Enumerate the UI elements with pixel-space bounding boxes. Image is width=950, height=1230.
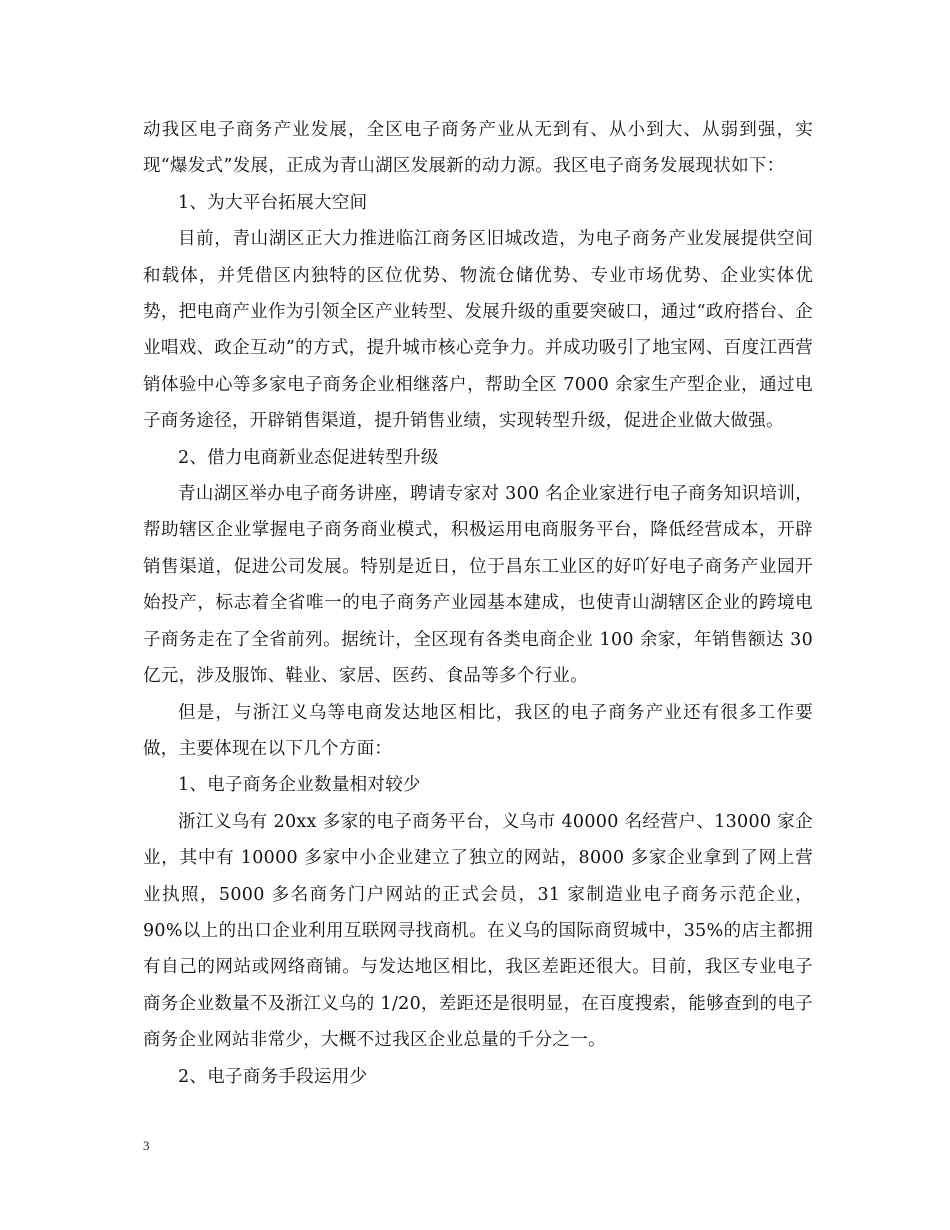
paragraph-platform: 目前，青山湖区正大力推进临江商务区旧城改造，为电子商务产业发展提供空间和载体，并凭借区内独特的区位优势、物流仓储优势、专业市场优势、企业实体优势，把电商产业作为引领全区产业转型、发展升级的重要突破口，通过“政府搭台、企业唱戏、政企互动”的方式，提升城市核心竞争力。并成功吸引了地宝网、百度江西营销体验中心等多家电子商务企业相继落户，帮助全区 7000 余家生产型企业，通过电子商务途径，开辟销售渠道，提升销售业绩，实现转型升级，促进企业做大做强。 [143, 229, 813, 432]
section-heading-transformation: 2、借力电商新业态促进转型升级 [178, 447, 439, 468]
paragraph-transformation: 青山湖区举办电子商务讲座，聘请专家对 300 名企业家进行电子商务知识培训，帮助辖区企业掌握电子商务商业模式，积极运用电商服务平台，降低经营成本，开辟销售渠道，促进公司发展。特别是近日，位于昌东工业区的好吖好电子商务产业园开始投产，标志着全省唯一的电子商务产业园基本建成，也使青山湖辖区企业的跨境电子商务走在了全省前列。据统计，全区现有各类电商企业 100 余家，年销售额达 30 亿元，涉及服饰、鞋业、家居、医药、食品等多个行业。 [143, 484, 813, 687]
section-heading-enterprise-count: 1、电子商务企业数量相对较少 [178, 775, 421, 796]
paragraph-enterprise-count: 浙江义乌有 20xx 多家的电子商务平台，义乌市 40000 名经营户、13000 家企业，其中有 10000 多家中小企业建立了独立的网站，8000 多家企业拿到了网上营业执照，5000 多名商务门户网站的正式会员，31 家制造业电子商务示范企业，90%以上的出口企业利用互联网寻找商机。在义乌的国际商贸城中，35%的店主都拥有自己的网站或网络商铺。与发达地区相比，我区差距还很大。目前，我区专业电子商务企业数量不及浙江义乌的 1/20，差距还是很明显，在百度搜索，能够查到的电子商务企业网站非常少，大概不过我区企业总量的千分之一。 [143, 811, 813, 1051]
document-body [143, 112, 813, 1095]
paragraph-intro-continued: 动我区电子商务产业发展，全区电子商务产业从无到有、从小到大、从弱到强，实现“爆发式”发展，正成为青山湖区发展新的动力源。我区电子商务发展现状如下： [143, 120, 813, 177]
paragraph-comparison: 但是，与浙江义乌等电商发达地区相比，我区的电子商务产业还有很多工作要做，主要体现在以下几个方面： [143, 702, 813, 759]
section-heading-platform: 1、为大平台拓展大空间 [178, 192, 368, 213]
page-number: 3 [143, 1138, 150, 1153]
section-heading-methods: 2、电子商务手段运用少 [178, 1066, 368, 1087]
